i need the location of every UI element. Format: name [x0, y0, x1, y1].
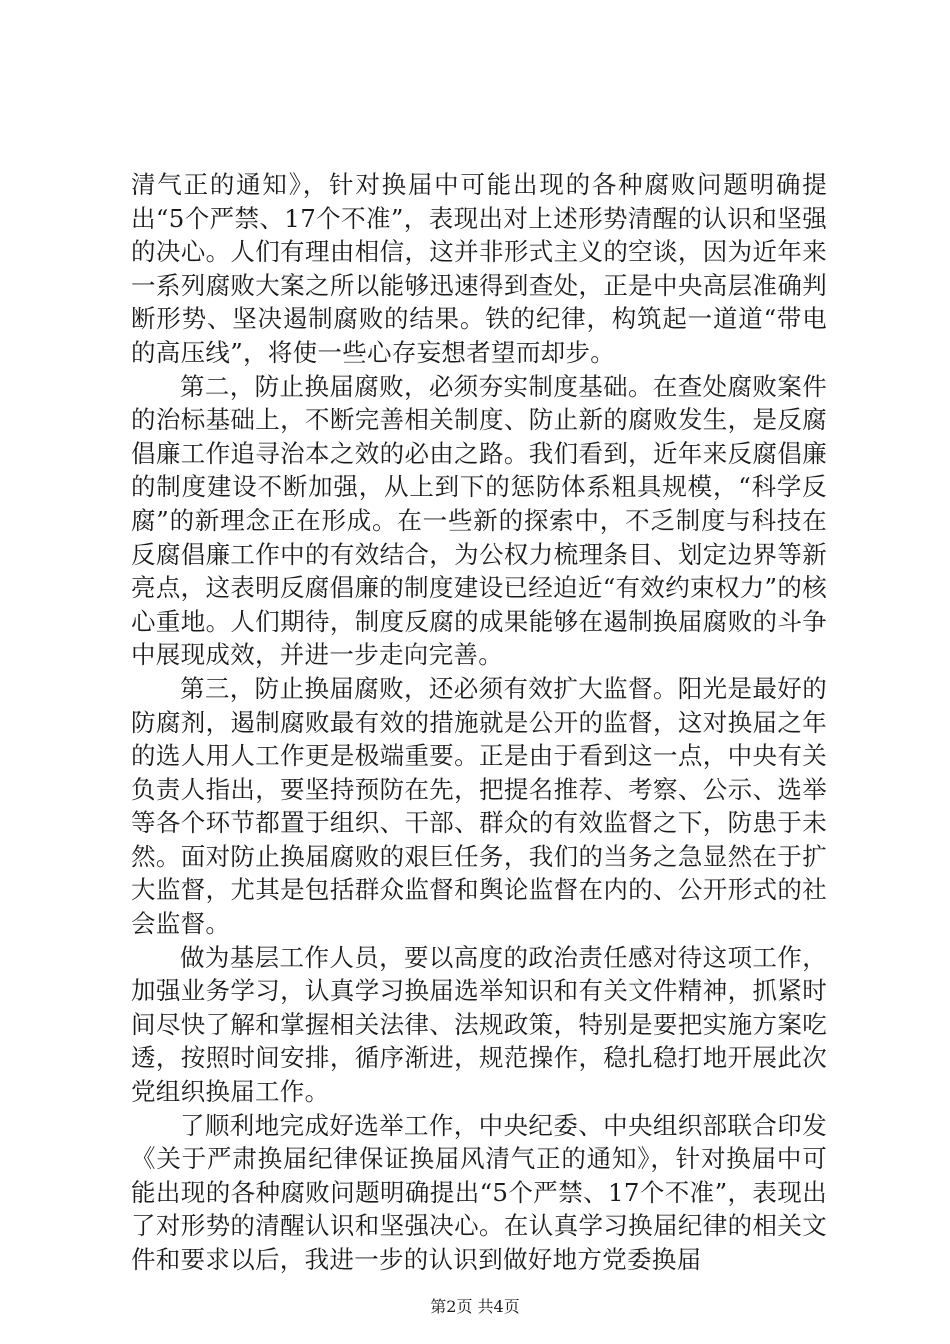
paragraph-2: 第二，防止换届腐败，必须夯实制度基础。在查处腐败案件的治标基础上，不断完善相关制度、防止新的腐败发生，是反腐倡廉工作追寻治本之效的必由之路。我们看到，近年来反腐倡廉的制度建设不断加强，从上到下的惩防体系粗具规模，“科学反腐”的新理念正在形成。在一些新的探索中，不乏制度与科技在反腐倡廉工作中的有效结合，为公权力梳理条目、划定边界等新亮点，这表明反腐倡廉的制度建设已经迫近“有效约束权力”的核心重地。人们期待，制度反腐的成果能够在遏制换届腐败的斗争中展现成效，并进一步走向完善。: [131, 371, 827, 670]
paragraph-1: 清气正的通知》，针对换届中可能出现的各种腐败问题明确提出“5个严禁、17个不准”，表现出对上述形势清醒的认识和坚强的决心。人们有理由相信，这并非形式主义的空谈，因为近年来一系列腐败大案之所以能够迅速得到查处，正是中央高层准确判断形势、坚决遏制腐败的结果。铁的纪律，构筑起一道道“带电的高压线”，将使一些心存妄想者望而却步。: [131, 170, 827, 367]
paragraph-5: 了顺利地完成好选举工作，中央纪委、中央组织部联合印发《关于严肃换届纪律保证换届风清气正的通知》，针对换届中可能出现的各种腐败问题明确提出“5个严禁、17个不准”，表现出了对形势的清醒认识和坚强决心。在认真学习换届纪律的相关文件和要求以后，我进一步的认识到做好地方党委换届: [131, 1110, 827, 1274]
document-body: [131, 168, 827, 1277]
page-number-footer: 第2页 共4页: [430, 1297, 520, 1316]
paragraph-4: 做为基层工作人员，要以高度的政治责任感对待这项工作，加强业务学习，认真学习换届选举知识和有关文件精神，抓紧时间尽快了解和掌握相关法律、法规政策，特别是要把实施方案吃透，按照时间安排，循序渐进，规范操作，稳扎稳打地开展此次党组织换届工作。: [131, 942, 827, 1107]
paragraph-3: 第三，防止换届腐败，还必须有效扩大监督。阳光是最好的防腐剂，遏制腐败最有效的措施就是公开的监督，这对换届之年的选人用人工作更是极端重要。正是由于看到这一点，中央有关负责人指出，要坚持预防在先，把提名推荐、考察、公示、选举等各个环节都置于组织、干部、群众的有效监督之下，防患于未然。面对防止换届腐败的艰巨任务，我们的当务之急显然在于扩大监督，尤其是包括群众监督和舆论监督在内的、公开形式的社会监督。: [131, 673, 827, 939]
